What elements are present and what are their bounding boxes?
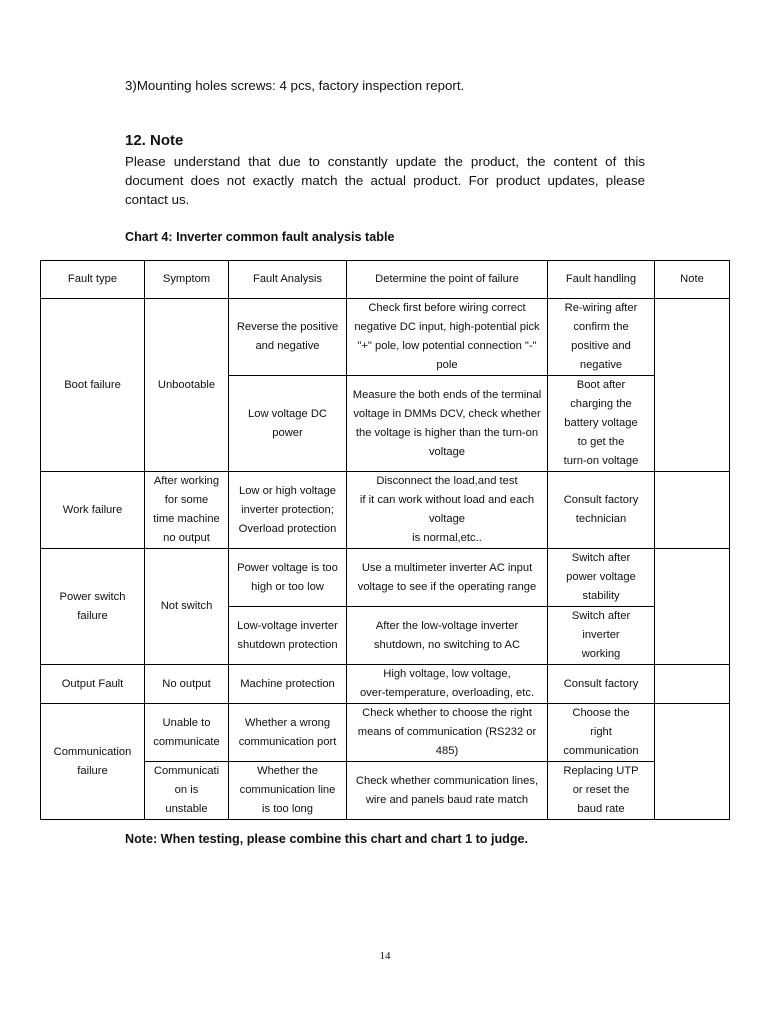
table-header-row [41, 261, 730, 299]
handling-cell: Re-wiring after confirm the positive and negative [548, 299, 655, 376]
header-cell: Fault handling [548, 261, 655, 299]
header-cell: Symptom [145, 261, 229, 299]
failure-point-cell: After the low-voltage inverter shutdown, no switching to AC [347, 607, 548, 665]
intro-line: 3)Mounting holes screws: 4 pcs, factory inspection report. [125, 78, 465, 93]
analysis-cell: Reverse the positive and negative [229, 299, 347, 376]
symptom-cell: Unbootable [145, 299, 229, 472]
note-cell [655, 549, 730, 665]
analysis-cell: Low voltage DC power [229, 376, 347, 472]
table-row [41, 704, 730, 762]
chart-title: Chart 4: Inverter common fault analysis table [125, 230, 395, 244]
table-row [41, 665, 730, 704]
note-cell [655, 472, 730, 549]
handling-cell: Boot after charging the battery voltage to get the turn-on voltage [548, 376, 655, 472]
table-row [41, 472, 730, 549]
fault-type-cell: Power switch failure [41, 549, 145, 665]
fault-type-cell: Communication failure [41, 704, 145, 820]
fault-type-cell: Output Fault [41, 665, 145, 704]
note-cell [655, 299, 730, 472]
symptom-cell: Unable to communicate [145, 704, 229, 762]
failure-point-cell: Use a multimeter inverter AC input voltage to see if the operating range [347, 549, 548, 607]
handling-cell: Replacing UTP or reset the baud rate [548, 762, 655, 820]
note-paragraph: Please understand that due to constantly update the product, the content of this document does not exactly match the actual product. For product updates, please contact us. [125, 154, 645, 207]
note-cell [655, 704, 730, 820]
header-cell: Fault type [41, 261, 145, 299]
failure-point-cell: Disconnect the load,and test if it can work without load and each voltage is normal,etc.. [347, 472, 548, 549]
analysis-cell: Whether the communication line is too long [229, 762, 347, 820]
analysis-cell: Power voltage is too high or too low [229, 549, 347, 607]
header-cell: Note [655, 261, 730, 299]
fault-type-cell: Boot failure [41, 299, 145, 472]
analysis-cell: Whether a wrong communication port [229, 704, 347, 762]
closing-note: Note: When testing, please combine this chart and chart 1 to judge. [125, 832, 529, 846]
handling-cell: Consult factory technician [548, 472, 655, 549]
fault-analysis-table [40, 260, 730, 820]
handling-cell: Switch after power voltage stability [548, 549, 655, 607]
symptom-cell: No output [145, 665, 229, 704]
table-row [41, 299, 730, 376]
symptom-cell: Communicati on is unstable [145, 762, 229, 820]
fault-type-cell: Work failure [41, 472, 145, 549]
failure-point-cell: Measure the both ends of the terminal voltage in DMMs DCV, check whether the voltage is higher than the turn-on voltage [347, 376, 548, 472]
failure-point-cell: High voltage, low voltage, over-temperature, overloading, etc. [347, 665, 548, 704]
note-cell [655, 665, 730, 704]
failure-point-cell: Check whether communication lines, wire and panels baud rate match [347, 762, 548, 820]
failure-point-cell: Check first before wiring correct negative DC input, high-potential pick "+" pole, low potential connection "-" pole [347, 299, 548, 376]
header-cell: Determine the point of failure [347, 261, 548, 299]
header-cell: Fault Analysis [229, 261, 347, 299]
failure-point-cell: Check whether to choose the right means of communication (RS232 or 485) [347, 704, 548, 762]
analysis-cell: Low-voltage inverter shutdown protection [229, 607, 347, 665]
analysis-cell: Machine protection [229, 665, 347, 704]
handling-cell: Switch after inverter working [548, 607, 655, 665]
section-heading: 12. Note [125, 132, 184, 149]
table-row [41, 762, 730, 820]
page-number: 14 [379, 950, 391, 962]
symptom-cell: After working for some time machine no output [145, 472, 229, 549]
handling-cell: Choose the right communication [548, 704, 655, 762]
handling-cell: Consult factory [548, 665, 655, 704]
analysis-cell: Low or high voltage inverter protection; Overload protection [229, 472, 347, 549]
table-row [41, 549, 730, 607]
symptom-cell: Not switch [145, 549, 229, 665]
